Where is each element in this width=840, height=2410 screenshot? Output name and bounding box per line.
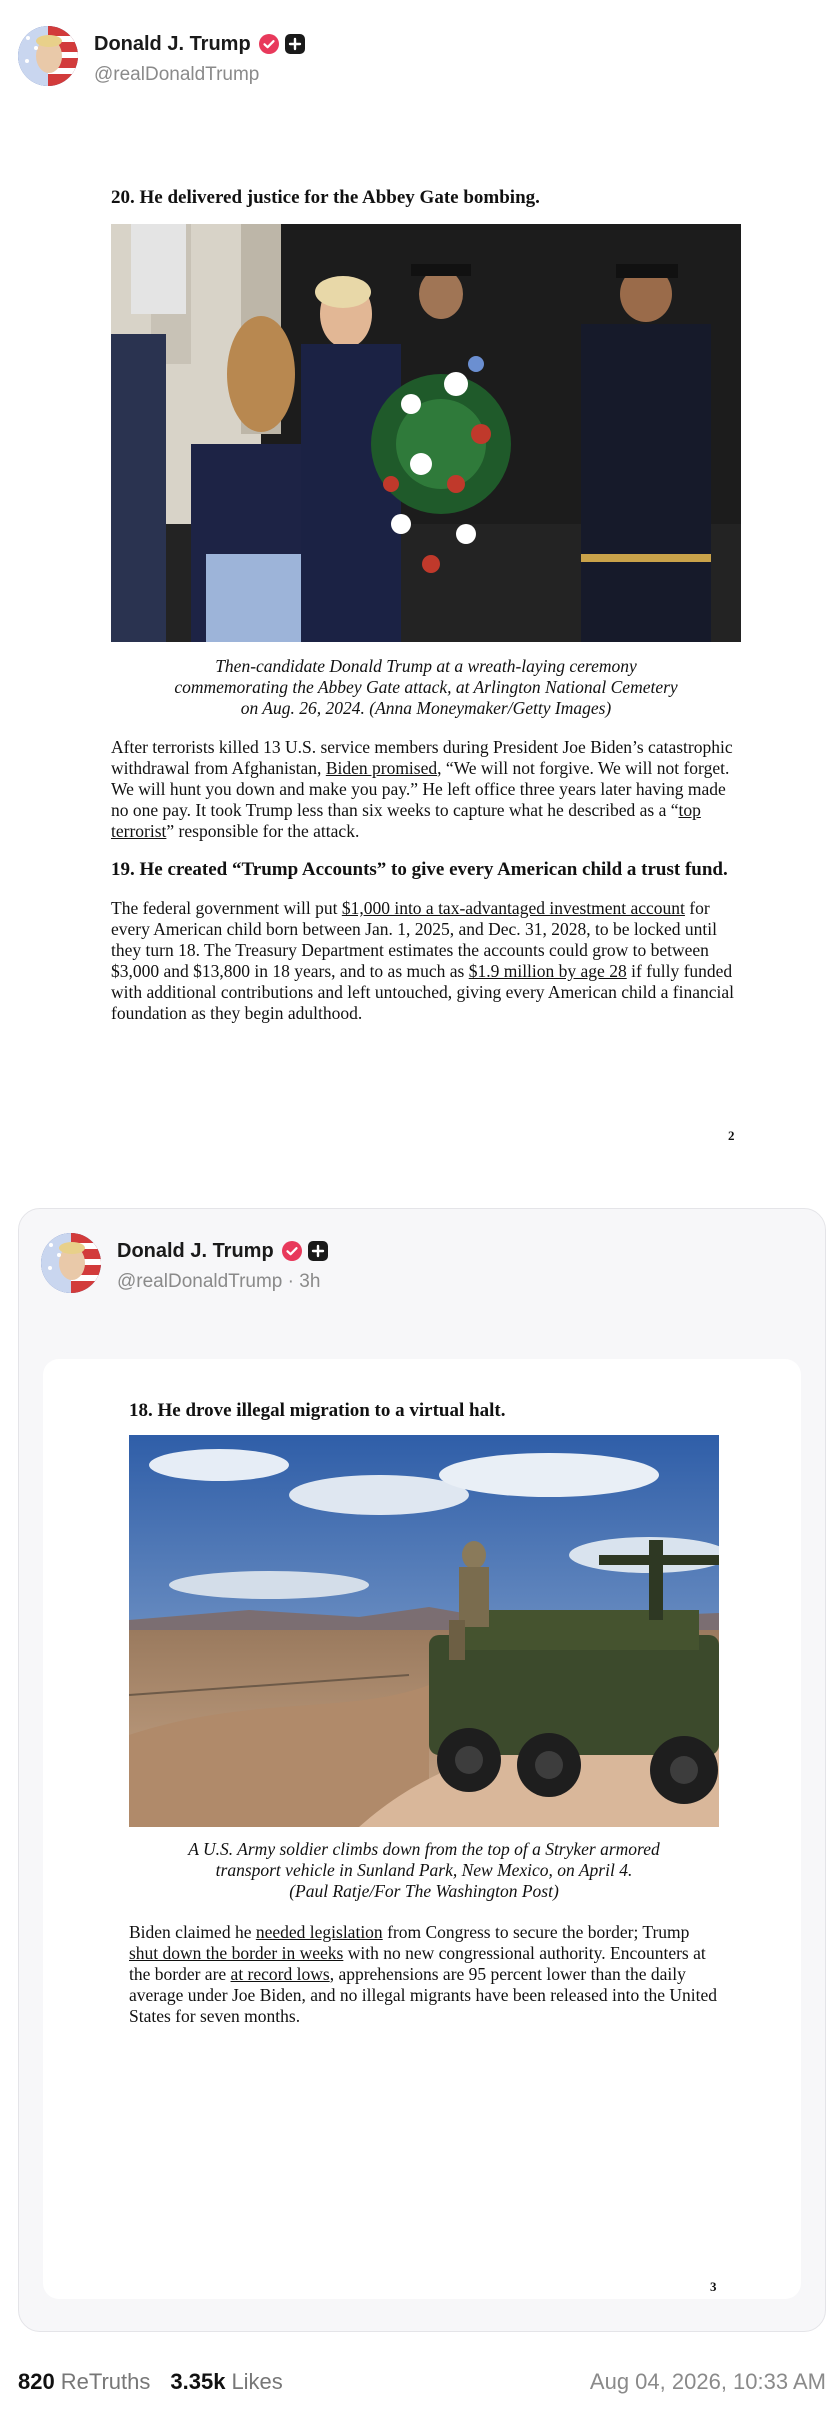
body-paragraph: Biden claimed he needed legislation from Congress to secure the border; Trump shut down the border in weeks with no new congressional authority. Encounters at the border are at record lows, apprehensions are 95 percent lower than the daily average under Joe Biden, and no illegal migrants have been released into the United States for seven months. [129,1922,717,2026]
author-handle[interactable]: @realDonaldTrump [94,64,260,85]
record-lows-link[interactable]: at record lows [230,1964,330,1984]
author-name[interactable]: Donald J. Trump [117,1239,274,1262]
avatar-image [41,1233,101,1293]
post1-header [18,26,305,86]
needed-legislation-link[interactable]: needed legislation [255,1922,383,1942]
plus-badge-icon [285,34,305,54]
avatar[interactable] [18,26,78,86]
author-name[interactable]: Donald J. Trump [94,32,251,55]
wreath-ceremony-photo[interactable] [111,224,741,642]
body-paragraph: After terrorists killed 13 U.S. service members during President Joe Biden’s catastrophic withdrawal from Afghanistan, Biden promised, “We will not forgive. We will not forget. We will hunt you down and make you pay.” He left office three years later having made no one pay. It took Trump less than six weeks to capture what he described as a “top terrorist” responsible for the attack. [111,737,733,841]
avatar[interactable] [41,1233,101,1293]
likes-stat[interactable]: 3.35k Likes [170,2369,283,2394]
verified-badge-icon [282,1241,302,1261]
post2-document-page [43,1359,801,2299]
million-by-age-link[interactable]: $1.9 million by age 28 [468,961,627,981]
plus-badge-icon [308,1241,328,1261]
section-heading: 19. He created “Trump Accounts” to give every American child a trust fund. [111,859,728,880]
biden-promised-link[interactable]: Biden promised [325,758,438,778]
author-handle[interactable]: @realDonaldTrump · 3h [117,1271,321,1292]
verified-badge-icon [259,34,279,54]
post-timestamp[interactable]: Aug 04, 2026, 10:33 AM [589,2369,826,2394]
post2-header [41,1233,328,1293]
page-number: 3 [710,2279,717,2294]
post2-card[interactable] [18,1208,826,2332]
avatar-image [18,26,78,86]
section-heading: 18. He drove illegal migration to a virtual halt. [129,1400,506,1421]
section-heading: 20. He delivered justice for the Abbey Gate bombing. [111,187,540,208]
post1-document-page [111,186,741,210]
retruths-stat[interactable]: 820 ReTruths [18,2369,151,2394]
photo-caption: Then-candidate Donald Trump at a wreath-laying ceremony commemorating the Abbey Gate attack, at Arlington National Cemetery on Aug. 26, 2024. (Anna Moneymaker/Getty Images) [174,656,678,718]
top-terrorist-link[interactable]: top terrorist [111,800,701,841]
body-paragraph: The federal government will put $1,000 into a tax-advantaged investment account for every American child born between Jan. 1, 2025, and Dec. 31, 2028, to be locked until they turn 18. The Treasury Department estimates the accounts could grow to between $3,000 and $13,800 in 18 years, and to as much as $1.9 million by age 28 if fully funded with additional contributions and left untouched, giving every American child a financial foundation as they begin adulthood. [111,898,735,1023]
page-number: 2 [728,1128,735,1143]
photo-caption: A U.S. Army soldier climbs down from the top of a Stryker armored transport vehicle in Sunland Park, New Mexico, on April 4. (Paul Ratje/For The Washington Post) [188,1839,660,1901]
post-stats-bar [18,2364,826,2400]
investment-account-link[interactable]: $1,000 into a tax-advantaged investment account [341,898,685,918]
shut-down-border-link[interactable]: shut down the border in weeks [129,1943,344,1963]
stryker-vehicle-photo[interactable] [129,1435,719,1827]
